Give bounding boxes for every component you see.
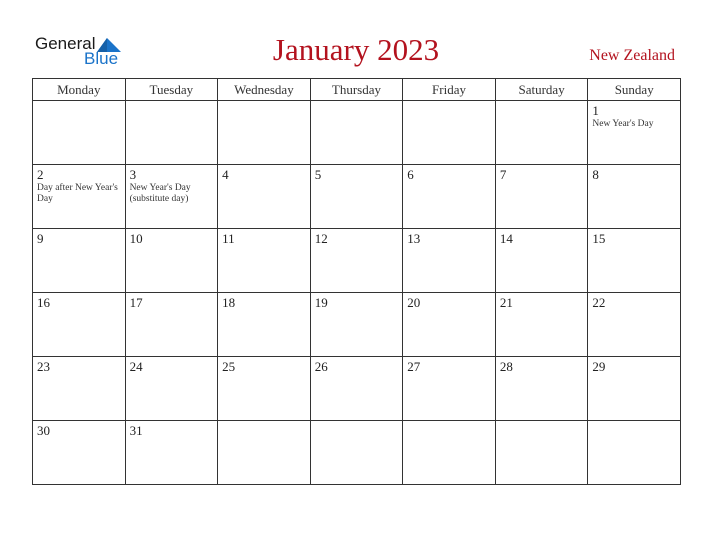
day-cell [125,357,218,421]
day-cell [310,421,403,485]
day-cell [403,421,496,485]
day-cell [588,165,681,229]
day-number [311,101,403,103]
day-number: 25 [222,359,236,374]
day-number [218,101,310,103]
weekday-header: Saturday [495,79,588,101]
day-number [588,421,680,423]
day-cell [495,165,588,229]
day-number: 7 [499,167,507,182]
day-number [126,101,218,103]
day-number: 16 [37,295,50,310]
day-cell [33,357,126,421]
day-number: 6 [407,167,414,182]
week-row [33,101,681,165]
week-row [33,165,681,229]
holiday-label: New Year's Day [592,119,654,129]
day-cell [33,421,126,485]
day-cell [33,229,126,293]
day-cell [495,229,588,293]
day-cell [218,357,311,421]
day-number: 9 [37,231,44,246]
day-cell [588,229,681,293]
day-cell [218,293,311,357]
holiday-label: Day after New Year's Day [37,183,118,204]
day-number: 3 [129,167,137,182]
day-cell [33,101,126,165]
week-row [33,357,681,421]
day-number: 18 [222,295,236,310]
day-cell [125,101,218,165]
day-cell [495,357,588,421]
day-number [496,101,588,103]
day-cell [588,101,681,165]
holiday-label: New Year's Day (substitute day) [129,183,191,204]
day-number: 15 [592,231,606,246]
day-cell [588,293,681,357]
weekday-header: Sunday [588,79,681,101]
week-row [33,293,681,357]
day-number [403,101,495,103]
day-cell [125,421,218,485]
day-number: 17 [129,295,143,310]
day-cell [588,421,681,485]
day-cell [403,101,496,165]
weekday-header: Thursday [310,79,403,101]
day-number [311,421,403,423]
day-cell [33,293,126,357]
day-number: 29 [592,359,606,374]
day-cell [495,421,588,485]
day-number: 30 [37,423,50,438]
day-cell [310,101,403,165]
day-number: 5 [314,167,322,182]
logo-text-general: General [35,34,96,53]
day-number: 31 [129,423,143,438]
day-number: 8 [592,167,599,182]
calendar-title: January 2023 [272,32,440,67]
day-number: 1 [592,103,599,118]
day-number: 23 [37,359,50,374]
week-row [33,229,681,293]
day-cell [310,293,403,357]
day-cell [588,357,681,421]
day-number [33,101,125,103]
logo-text-blue: Blue [84,49,119,68]
day-number: 21 [499,295,513,310]
day-number: 10 [129,231,143,246]
weekday-header: Wednesday [218,79,311,101]
day-cell [310,229,403,293]
day-cell [125,165,218,229]
weekday-header: Monday [33,79,126,101]
day-cell [403,357,496,421]
day-cell [310,357,403,421]
country-label: New Zealand [589,47,675,64]
day-cell [495,101,588,165]
day-cell [403,293,496,357]
day-number: 12 [314,231,328,246]
day-number: 13 [407,231,421,246]
day-cell [495,293,588,357]
day-number: 4 [222,167,229,182]
day-number: 24 [129,359,143,374]
day-number: 27 [407,359,421,374]
day-cell [218,101,311,165]
day-cell [403,229,496,293]
day-number: 14 [499,231,513,246]
week-row [33,421,681,485]
day-number: 26 [314,359,328,374]
day-number: 19 [314,295,328,310]
day-number: 11 [222,231,235,246]
day-number [496,421,588,423]
weekday-header: Tuesday [125,79,218,101]
calendar-body [33,101,681,485]
day-cell [218,165,311,229]
day-number: 20 [407,295,421,310]
day-number [403,421,495,423]
day-cell [310,165,403,229]
day-cell [403,165,496,229]
day-cell [218,229,311,293]
day-number: 22 [592,295,606,310]
day-number: 2 [37,167,44,182]
day-cell [125,293,218,357]
weekday-header: Friday [403,79,496,101]
day-number: 28 [499,359,513,374]
weekday-header-row [33,79,681,101]
day-cell [125,229,218,293]
day-cell [218,421,311,485]
calendar-grid [32,78,681,485]
day-number [218,421,310,423]
day-cell [33,165,126,229]
